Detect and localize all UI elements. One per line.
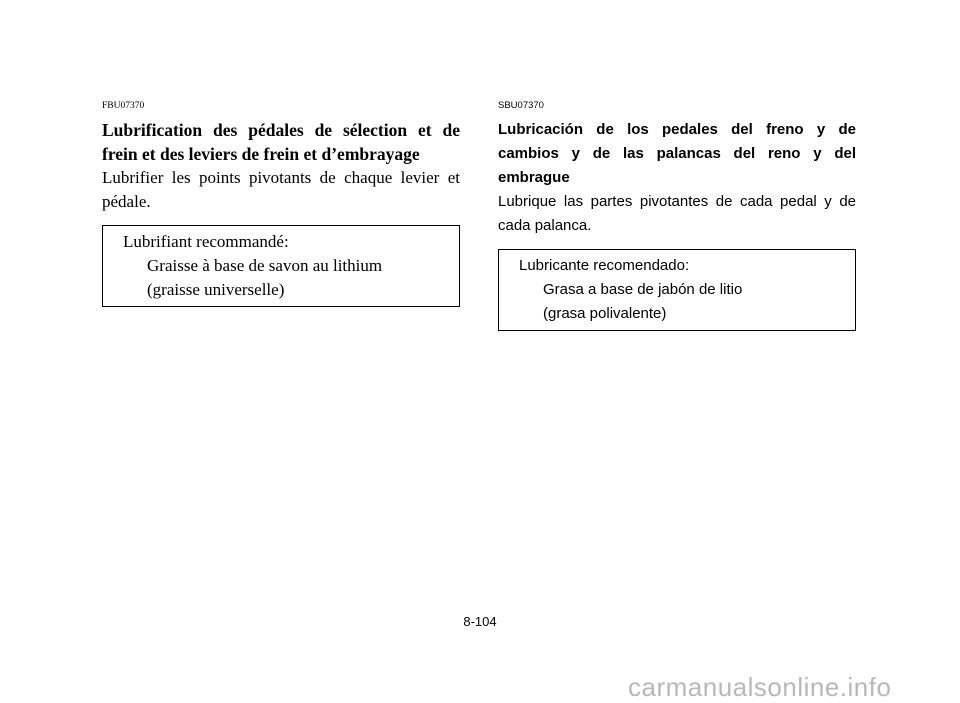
french-column (102, 100, 460, 307)
box-line-2: (graisse universelle) (147, 280, 285, 299)
watermark: carmanualsonline.info (628, 672, 892, 702)
page-number: 8-104 (463, 614, 497, 629)
box-label: Lubricante recomendado: (519, 257, 690, 274)
section-body: Lubrifier les points pivotants de chaque levier et pédale. (102, 168, 460, 211)
section-code: FBU07370 (102, 101, 145, 111)
recommended-lubricant-box (498, 249, 856, 331)
recommended-lubricant-box (102, 225, 460, 307)
section-title: Lubricación de los pedales del freno y de cambios y de las palancas del reno y del embrague (498, 121, 856, 186)
box-label: Lubrifiant recommandé: (123, 232, 289, 251)
box-line-2: (grasa polivalente) (543, 305, 667, 322)
section-title: Lubrification des pédales de sélection et de frein et des leviers de frein et d’embrayage (102, 120, 460, 164)
section-body: Lubrique las partes pivotantes de cada pedal y de cada palanca. (498, 193, 856, 234)
spanish-column (498, 100, 856, 331)
box-line-1: Grasa a base de jabón de litio (543, 281, 743, 298)
box-line-1: Graisse à base de savon au lithium (147, 256, 383, 275)
section-code: SBU07370 (498, 100, 544, 111)
